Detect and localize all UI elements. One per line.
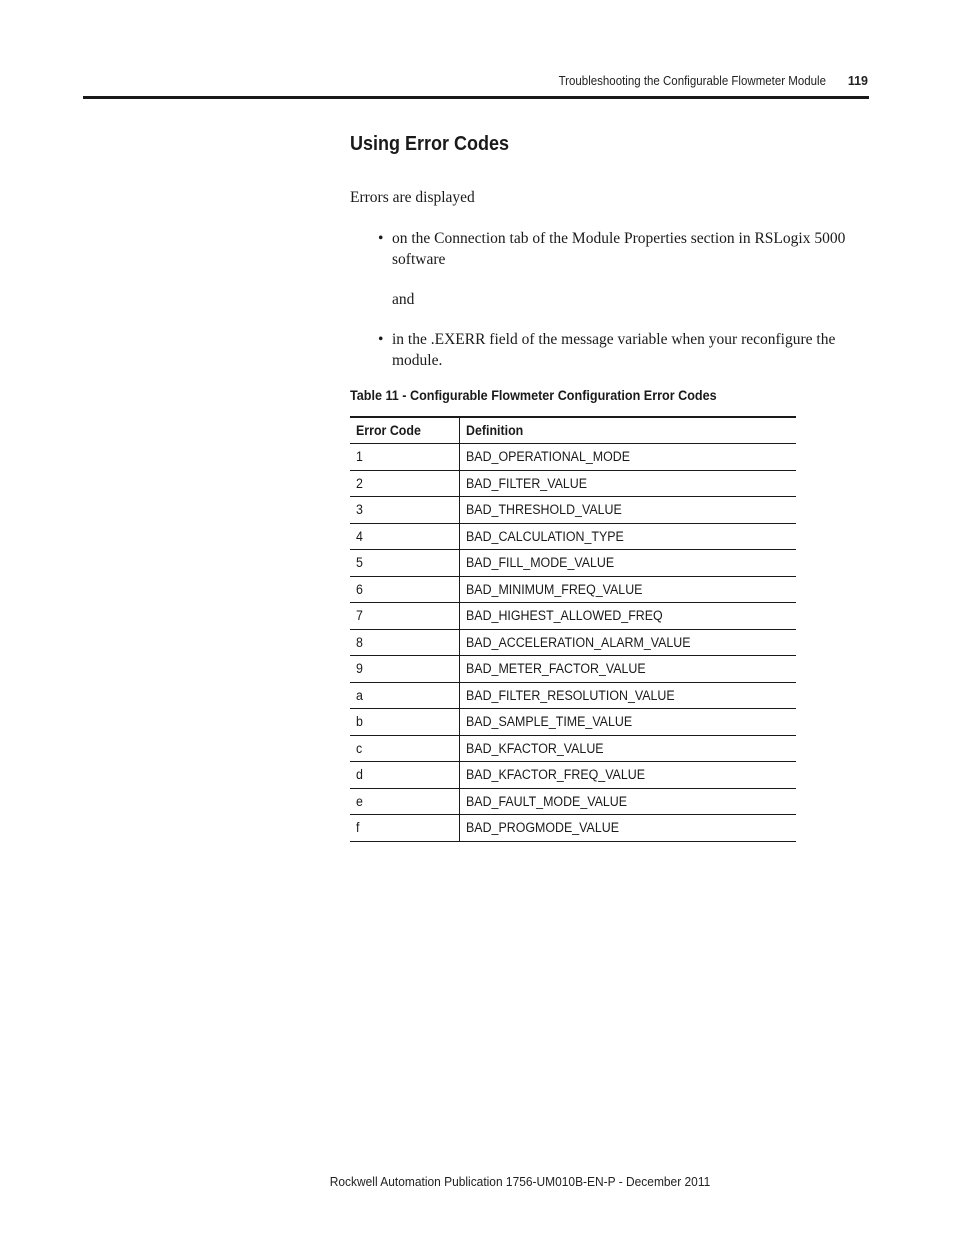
bullet-glyph: •	[378, 230, 384, 247]
bullet-item	[378, 329, 868, 371]
table-row	[350, 682, 796, 709]
error-code-cell: c	[350, 735, 459, 762]
table-row	[350, 788, 796, 815]
error-code-cell: 6	[350, 576, 459, 603]
error-code-cell: 8	[350, 629, 459, 656]
definition-cell: BAD_PROGMODE_VALUE	[459, 815, 796, 842]
definition-cell: BAD_THRESHOLD_VALUE	[459, 497, 796, 524]
definition-cell: BAD_CALCULATION_TYPE	[459, 523, 796, 550]
running-header-title: Troubleshooting the Configurable Flowmeter Module	[558, 74, 826, 88]
error-code-cell: b	[350, 709, 459, 736]
error-code-cell: 5	[350, 550, 459, 577]
definition-cell: BAD_OPERATIONAL_MODE	[459, 444, 796, 471]
error-code-cell: 7	[350, 603, 459, 630]
table-row	[350, 603, 796, 630]
definition-cell: BAD_MINIMUM_FREQ_VALUE	[459, 576, 796, 603]
error-code-cell: 2	[350, 470, 459, 497]
bullet-item	[378, 228, 868, 270]
definition-cell: BAD_METER_FACTOR_VALUE	[459, 656, 796, 683]
table-row	[350, 497, 796, 524]
connector-text: and	[392, 291, 415, 308]
definition-cell: BAD_FAULT_MODE_VALUE	[459, 788, 796, 815]
error-code-cell: a	[350, 682, 459, 709]
table-row	[350, 735, 796, 762]
definition-cell: BAD_FILL_MODE_VALUE	[459, 550, 796, 577]
header-divider	[83, 96, 869, 99]
error-code-cell: 1	[350, 444, 459, 471]
table-row	[350, 550, 796, 577]
definition-cell: BAD_KFACTOR_FREQ_VALUE	[459, 762, 796, 789]
error-code-cell: 4	[350, 523, 459, 550]
error-code-cell: d	[350, 762, 459, 789]
table-row	[350, 815, 796, 842]
intro-paragraph: Errors are displayed	[350, 189, 475, 206]
table-row	[350, 762, 796, 789]
error-code-cell: f	[350, 815, 459, 842]
table-row	[350, 656, 796, 683]
definition-cell: BAD_HIGHEST_ALLOWED_FREQ	[459, 603, 796, 630]
table-row	[350, 576, 796, 603]
error-code-cell: e	[350, 788, 459, 815]
publication-footer: Rockwell Automation Publication 1756-UM010B-EN-P - December 2011	[329, 1174, 711, 1189]
table-row	[350, 523, 796, 550]
error-code-cell: 9	[350, 656, 459, 683]
column-header-error-code: Error Code	[350, 417, 459, 444]
error-code-cell: 3	[350, 497, 459, 524]
table-body	[350, 444, 796, 842]
column-header-definition: Definition	[459, 417, 796, 444]
bullet-text: on the Connection tab of the Module Properties section in RSLogix 5000 software	[392, 230, 846, 268]
table-caption: Table 11 - Configurable Flowmeter Configuration Error Codes	[350, 387, 717, 403]
table-row	[350, 709, 796, 736]
error-codes-table	[350, 416, 796, 842]
definition-cell: BAD_FILTER_RESOLUTION_VALUE	[459, 682, 796, 709]
table-header-row	[350, 417, 796, 444]
definition-cell: BAD_SAMPLE_TIME_VALUE	[459, 709, 796, 736]
page-number: 119	[847, 74, 868, 88]
table-row	[350, 470, 796, 497]
definition-cell: BAD_FILTER_VALUE	[459, 470, 796, 497]
table-row	[350, 629, 796, 656]
section-heading: Using Error Codes	[350, 133, 510, 155]
bullet-glyph: •	[378, 331, 384, 348]
bullet-text: in the .EXERR field of the message variable when your reconfigure the module.	[392, 331, 836, 369]
table-row	[350, 444, 796, 471]
definition-cell: BAD_KFACTOR_VALUE	[459, 735, 796, 762]
definition-cell: BAD_ACCELERATION_ALARM_VALUE	[459, 629, 796, 656]
